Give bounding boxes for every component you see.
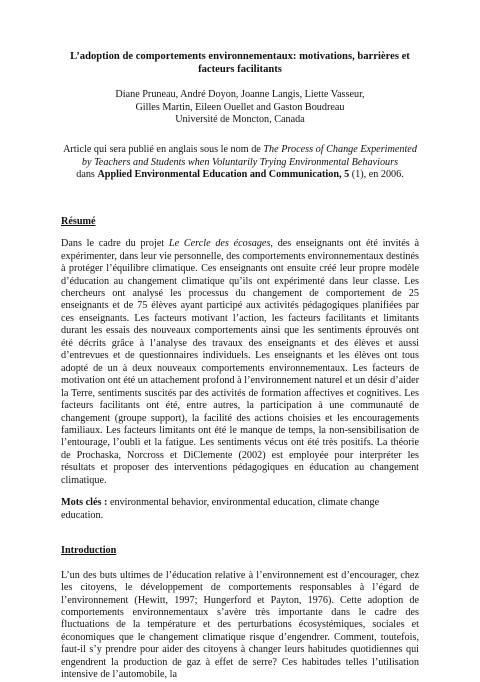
author-block: [61, 89, 419, 127]
resume-body: , des enseignants ont été invités à expérimenter, dans leur vie personnelle, des comportements environnementaux destinés à protéger l’équilibre climatique. Ces enseignants ont ensuite créé leur propre modèle d’éducation au changement climatique qu’ils ont expérimenté dans leur classe. Les chercheurs ont analysé les processus du changement de comportement de 25 enseignants et de 75 élèves ayant participé aux activités pédagogiques planifiées par ces enseignants. Les facteurs motivant l’action, les facteurs facilitants et limitants durant les essais des nouveaux comportements ainsi que les sentiments éprouvés ont été décrits grâce à l’analyse des travaux des enseignants et des élèves et aussi d’entrevues et de questionnaires individuels. Les enseignants et les élèves ont tous adopté de un à deux nouveaux comportements environnementaux. Les facteurs de motivation ont été un attachement profond à l’environnement naturel et un désir d’aider la Terre, sentiments suscités par des activités de formation affectives et cognitives. Les facteurs facilitants ont été, entre autres, la participation à une communauté de changement (groupe support), la facilité des actions choisies et les encouragements familiaux. Les facteurs limitants ont été le manque de temps, la non-sensibilisation de l’entourage, l’oubli et la fatigue. Les sentiments vécus ont été très positifs. La théorie de Prochaska, Norcross et DiClemente (2002) est employée pour interpréter les résultats et proposer des interventions pédagogiques en éducation au changement climatique.: [61, 238, 419, 486]
project-name: Le Cercle des écosages: [168, 238, 271, 250]
resume-heading: Résumé: [61, 216, 96, 228]
introduction-paragraph: L’un des buts ultimes de l’éducation relative à l’environnement est d’encourager, chez les citoyens, le développement de comportements responsables à l’égard de l’environnement (Hewitt, 1997; Hungerford et Payton, 1976). Cette adoption de comportements environnementaux s’avère très importante dans le cadre des fluctuations de la température et des perturbations écosystémiques, sociales et économiques que le changement climatique risque d’engendrer. Comment, toutefois, faut-il s’y prendre pour aider des citoyens à changer leurs habitudes quotidiennes qui engendrent la production de gaz à effet de serre? Ces habitudes telles l’utilisation intensive de l’automobile, la: [61, 569, 419, 681]
english-title: The Process of Change Experimented by Teachers and Students when Voluntarily Trying Environmental Behaviours: [81, 143, 417, 168]
affiliation: Université de Moncton, Canada: [175, 114, 305, 126]
keywords-value: environmental behavior, environmental education, climate change education.: [61, 497, 380, 522]
author-line-1: Diane Pruneau, André Doyon, Joanne Langis, Liette Vasseur,: [115, 89, 365, 100]
pubnote-suffix: (1), en 2006.: [349, 169, 404, 181]
journal-name: Applied Environmental Education and Communication, 5: [97, 169, 350, 181]
pubnote-prefix: Article qui sera publié en anglais sous le nom de: [63, 143, 264, 155]
article-title: L’adoption de comportements environnementaux: motivations, barrières et facteurs facilitants: [70, 51, 410, 75]
introduction-heading: Introduction: [61, 544, 117, 556]
author-line-2: Gilles Martin, Eileen Ouellet and Gaston Boudreau: [135, 101, 345, 113]
keywords-label: Mots clés :: [61, 497, 108, 509]
resume-paragraph: [61, 238, 419, 487]
resume-intro: Dans le cadre du projet: [61, 238, 169, 250]
keywords-line: [61, 497, 419, 522]
publication-note: [61, 144, 419, 182]
pubnote-dans: dans: [76, 169, 98, 181]
